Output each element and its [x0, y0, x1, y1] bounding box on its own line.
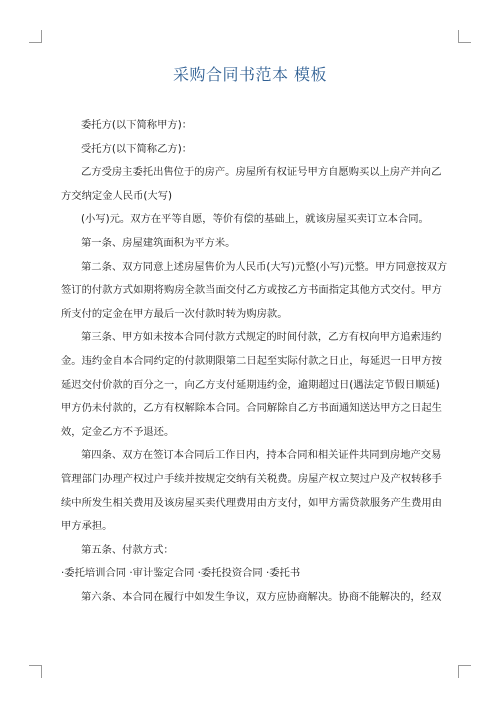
paragraph-line: 受托方(以下简称乙方)： — [81, 142, 193, 155]
paragraph-line: 延迟交付价款的百分之一，向乙方支付延期违约金，逾期超过日(遇法定节假日顺延) — [61, 378, 440, 391]
crop-mark-bottom-right — [458, 665, 471, 678]
paragraph-line: 第四条、双方在签订本合同后工作日内，持本合同和相关证件共同到房地产交易 — [81, 449, 442, 462]
paragraph-line: 续中所发生相关费用及该房屋买卖代理费用由方支付，如甲方需贷款服务产生费用由 — [61, 496, 442, 509]
paragraph-line: 第三条、甲方如未按本合同付款方式规定的时间付款，乙方有权向甲方追索违约 — [81, 331, 442, 344]
paragraph-line: (小写)元。双方在平等自愿，等价有偿的基础上，就该房屋买卖订立本合同。 — [81, 213, 429, 226]
document-title: 采购合同书范本 模板 — [172, 65, 328, 84]
crop-mark-top-left — [29, 30, 42, 43]
paragraph-line: 甲方承担。 — [61, 520, 113, 533]
paragraph-line: 金。违约金自本合同约定的付款期限第二日起至实际付款之日止，每延迟一日甲方按 — [61, 354, 442, 367]
paragraph-line: 第六条、本合同在履行中如发生争议，双方应协商解决。协商不能解决的，经双 — [81, 590, 442, 603]
paragraph-line: 乙方受房主委托出售位于的房产。房屋所有权证号甲方自愿购买以上房产并向乙 — [81, 166, 442, 179]
document-body — [61, 114, 448, 609]
paragraph-line: 委托方(以下简称甲方)： — [81, 119, 193, 131]
paragraph-line: 管理部门办理产权过户手续并按规定交纳有关税费。房屋产权立契过户及产权转移手 — [61, 472, 442, 485]
crop-mark-bottom-left — [29, 665, 42, 678]
crop-mark-top-right — [458, 30, 471, 43]
paragraph-line: 第二条、双方同意上述房屋售价为人民币(大写)元整(小写)元整。甲方同意按双方 — [81, 260, 448, 273]
paragraph-line: 签订的付款方式如期将购房全款当面交付乙方或按乙方书面指定其他方式交付。甲方 — [61, 284, 442, 297]
paragraph-line: 所支付的定金在甲方最后一次付款时转为购房款。 — [61, 307, 288, 320]
paragraph-line: 方交纳定金人民币(大写) — [61, 189, 173, 202]
paragraph-line: 第一条、房屋建筑面积为平方米。 — [81, 236, 236, 249]
paragraph-line: 效，定金乙方不予退还。 — [61, 425, 175, 438]
paragraph-line: 第五条、付款方式： — [81, 543, 174, 556]
paragraph-line: ·委托培训合同 ·审计鉴定合同 ·委托投资合同 ·委托书 — [61, 567, 301, 580]
paragraph-line: 甲方仍未付款的，乙方有权解除本合同。合同解除自乙方书面通知送达甲方之日起生 — [61, 402, 442, 415]
